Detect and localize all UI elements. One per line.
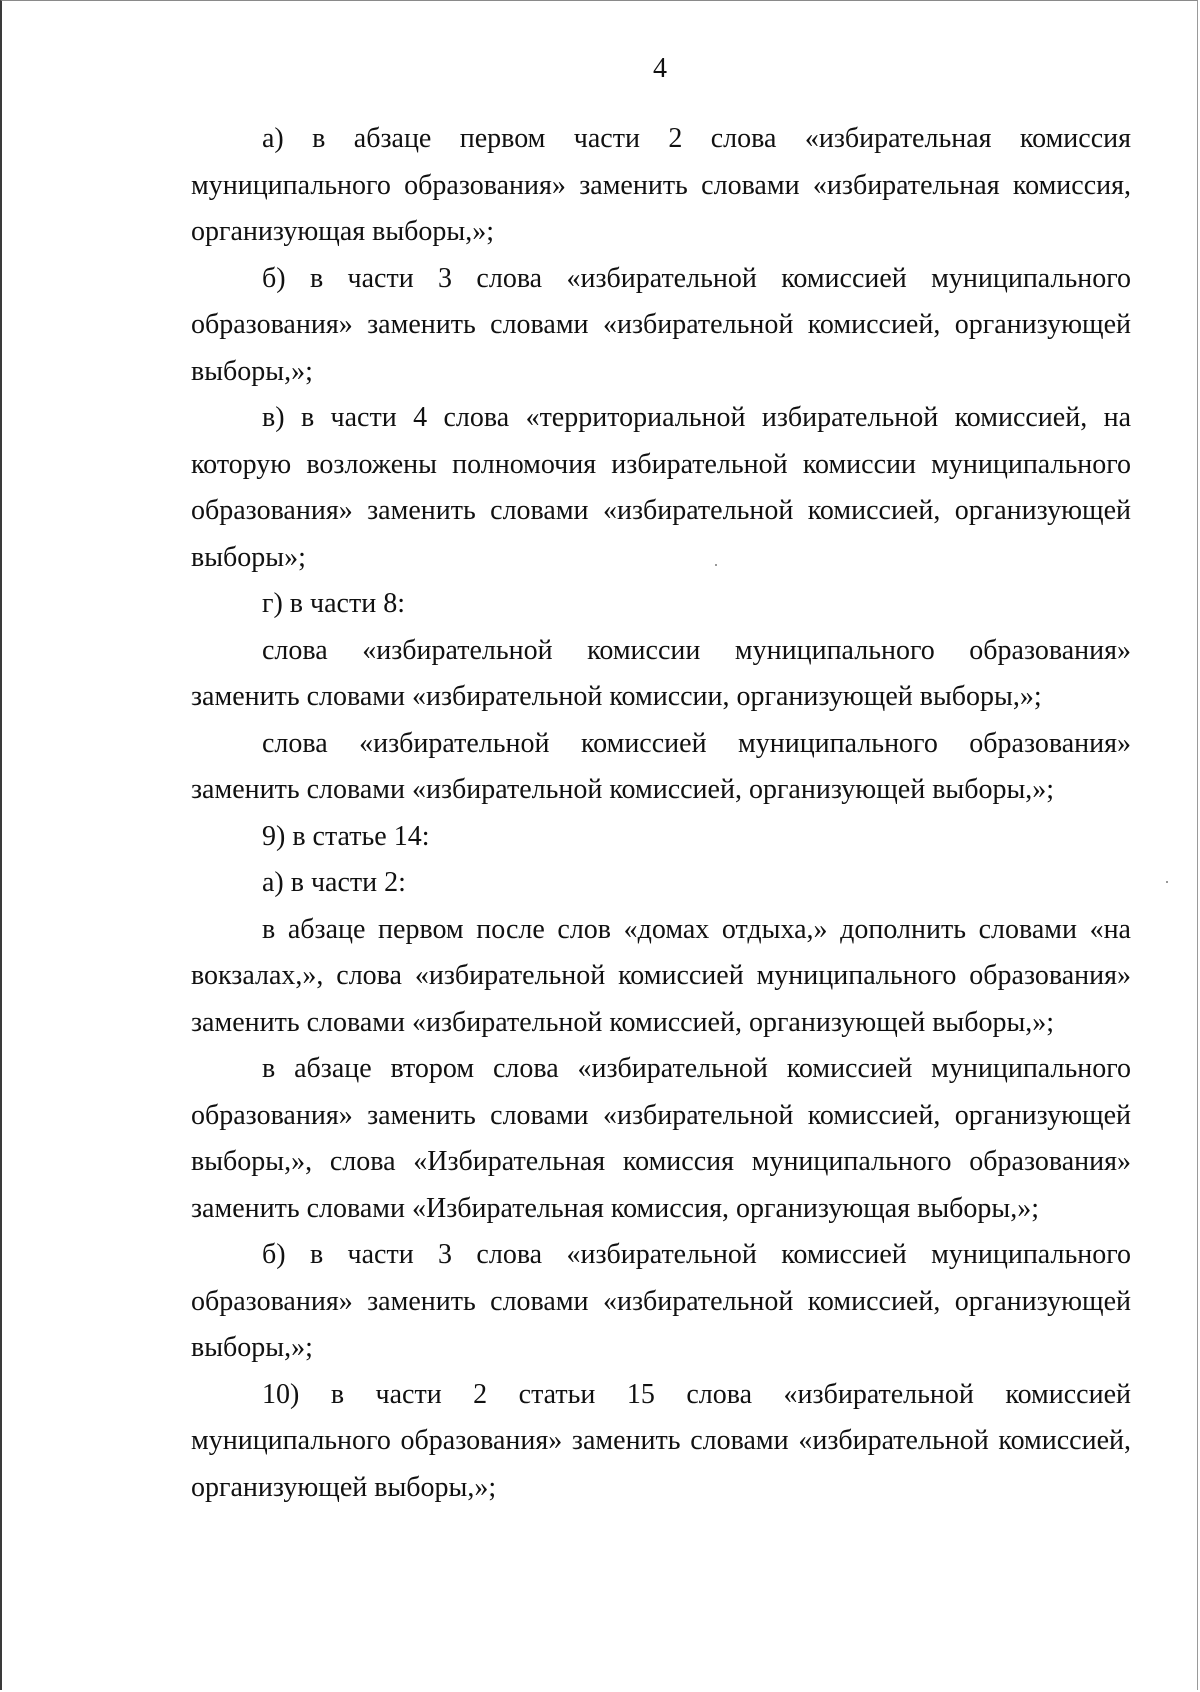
paragraph-a-part2-article14: а) в части 2: [262, 867, 406, 898]
scan-speck [1166, 881, 1168, 883]
paragraph-first-abzac-change: в абзаце первом после слов «домах отдыха,» дополнить словами «на вокзалах,», слова «избирательной комиссией муниципального образования» заменить словами «избирательной комиссией, организующей выборы,»; [191, 913, 1131, 1038]
paragraph-g-part8: г) в части 8: [262, 588, 405, 619]
paragraph-b-part3-article14: б) в части 3 слова «избирательной комиссией муниципального образования» заменить словами «избирательной комиссией, организующей выборы,»; [191, 1239, 1131, 1363]
paragraph-second-abzac-change: в абзаце втором слова «избирательной комиссией муниципального образования» заменить словами «избирательной комиссией, организующей выборы,», слова «Избирательная комиссия муниципального образования» заменить словами «Избирательная комиссия, организующая выборы,»; [191, 1053, 1131, 1224]
scan-speck [715, 564, 717, 566]
paragraph-part8-first-change: слова «избирательной комиссии муниципального образования» заменить словами «избирательной комиссии, организующей выборы,»; [191, 634, 1131, 712]
paragraph-a-part2: а) в абзаце первом части 2 слова «избирательная комиссия муниципального образования» заменить словами «избирательная комиссия, организующая выборы,»; [191, 123, 1131, 247]
page-number: 4 [653, 53, 667, 84]
paragraph-item10-article15: 10) в части 2 статьи 15 слова «избирательной комиссией муниципального образования» заменить словами «избирательной комиссией, организующей выборы,»; [191, 1378, 1131, 1503]
paragraph-item9-article14: 9) в статье 14: [262, 820, 430, 852]
paragraph-part8-second-change: слова «избирательной комиссией муниципального образования» заменить словами «избирательной комиссией, организующей выборы,»; [191, 727, 1131, 805]
document-body [191, 116, 1131, 1511]
paragraph-v-part4: в) в части 4 слова «территориальной избирательной комиссией, на которую возложены полномочия избирательной комиссии муниципального образования» заменить словами «избирательной комиссией, организующей выборы»; [191, 402, 1131, 573]
paragraph-b-part3: б) в части 3 слова «избирательной комиссией муниципального образования» заменить словами «избирательной комиссией, организующей выборы,»; [191, 262, 1131, 387]
